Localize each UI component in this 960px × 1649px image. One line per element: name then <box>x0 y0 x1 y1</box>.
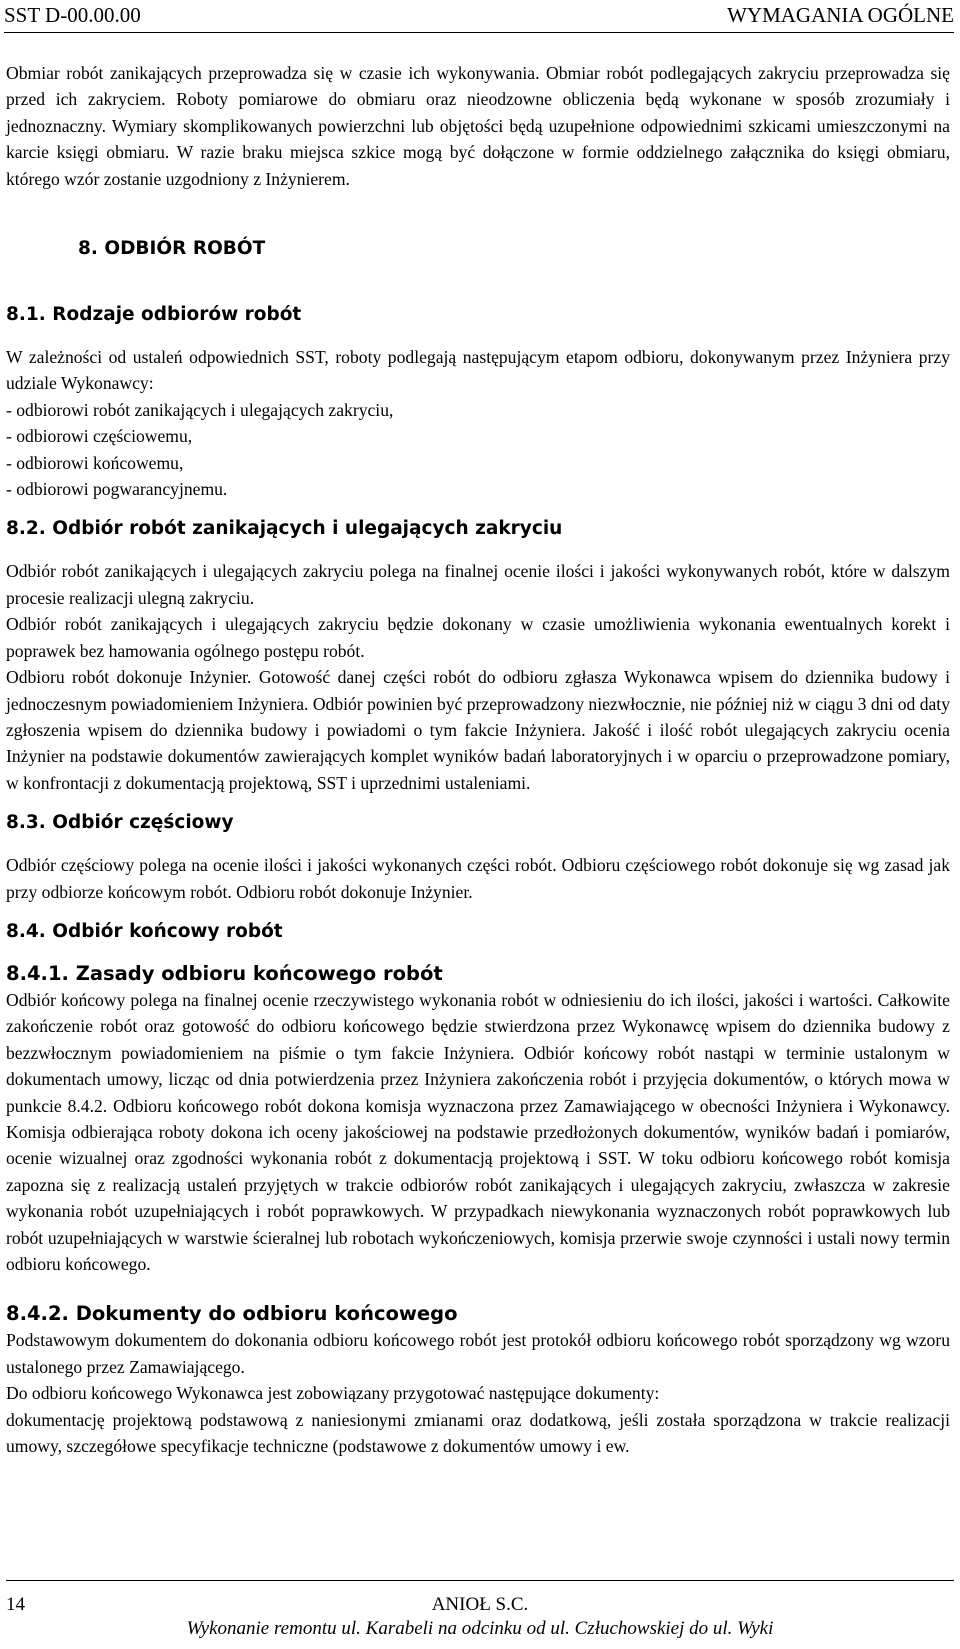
section-8-2-heading: 8.2. Odbiór robót zanikających i ulegających zakryciu <box>6 518 563 540</box>
page-header <box>4 3 954 29</box>
intro-paragraph: Obmiar robót zanikających przeprowadza się w czasie ich wykonywania. Obmiar robót podlegających zakryciu przeprowadza się przed ich zakryciem. Roboty pomiarowe do obmiaru oraz nieodzowne obliczenia będą wykonane w sposób zrozumiały i jednoznaczny. Wymiary skomplikowanych powierzchni lub objętości będą uzupełnione odpowiednimi szkicami umieszczonymi na karcie księgi obmiaru. W razie braku miejsca szkice mogą być dołączone w formie oddzielnego załącznika do księgi obmiaru, którego wzór zostanie uzgodniony z Inżynierem. <box>6 63 950 189</box>
section-8-4-2-heading: 8.4.2. Dokumenty do odbioru końcowego <box>6 1302 458 1326</box>
acceptance-stages-list <box>6 397 950 503</box>
section-8-3-paragraph: Odbiór częściowy polega na ocenie ilości i jakości wykonanych części robót. Odbioru częściowego robót dokonuje się wg zasad jak przy odbiorze końcowym robót. Odbioru robót dokonuje Inżynier. <box>6 855 950 902</box>
list-item: - odbiorowi robót zanikających i ulegających zakryciu, <box>6 399 394 420</box>
header-doc-code: SST D-00.00.00 <box>4 3 141 27</box>
section-8-heading: 8. ODBIÓR ROBÓT <box>78 238 266 260</box>
page-body <box>6 60 950 1459</box>
section-8-2-paragraph-2: Odbiór robót zanikających i ulegających zakryciu będzie dokonany w czasie umożliwienia wykonania ewentualnych korekt i poprawek bez hamowania ogólnego postępu robót. <box>6 614 950 661</box>
spacer <box>6 945 950 961</box>
header-rule <box>4 32 954 33</box>
spacer <box>6 328 950 344</box>
section-8-1-heading: 8.1. Rodzaje odbiorów robót <box>6 304 302 326</box>
page-number: 14 <box>6 1594 25 1615</box>
page-footer <box>0 1580 960 1649</box>
section-8-4-2-paragraph-2: Do odbioru końcowego Wykonawca jest zobowiązany przygotować następujące dokumenty: <box>6 1383 660 1404</box>
footer-rule <box>6 1580 954 1581</box>
section-8-4-1-paragraph: Odbiór końcowy polega na finalnej ocenie rzeczywistego wykonania robót w odniesieniu do ich ilości, jakości i wartości. Całkowite zakończenie robót oraz gotowość do odbioru końcowego będzie stwierdzona przez Wykonawcę wpisem do dziennika budowy z bezzwłocznym powiadomieniem na piśmie o tym fakcie Inżyniera. Odbiór końcowy robót nastąpi w terminie ustalonym w dokumentach umowy, licząc od dnia potwierdzenia przez Inżyniera zakończenia robót i przyjęcia dokumentów, o których mowa w punkcie 8.4.2. Odbioru końcowego robót dokona komisja wyznaczona przez Zamawiającego w obecności Inżyniera i Wykonawcy. Komisja odbierająca roboty dokona ich oceny jakościowej na podstawie przedłożonych dokumentów, wyników badań i pomiarów, ocenie wizualnej oraz zgodności wykonania robót z dokumentacją projektową i SST. W toku odbioru końcowego robót komisja zapozna się z realizacją ustaleń przyjętych w trakcie odbiorów robót zanikających i ulegających zakryciu, zwłaszcza w zakresie wykonania robót uzupełniających i robót poprawkowych. W przypadkach niewykonania wyznaczonych robót poprawkowych lub robót uzupełniających w warstwie ścieralnej lub robotach wykończeniowych, komisja przerwie swoje czynności i ustali nowy termin odbioru końcowego. <box>6 989 950 1274</box>
spacer <box>6 1277 950 1301</box>
footer-company: ANIOŁ S.C. <box>431 1594 529 1615</box>
section-8-4-heading: 8.4. Odbiór końcowy robót <box>6 920 283 942</box>
footer-project-title: Wykonanie remontu ul. Karabeli na odcinku od ul. Człuchowskiej do ul. Wyki <box>186 1618 774 1639</box>
spacer <box>6 502 950 516</box>
spacer <box>6 192 950 236</box>
spacer <box>6 836 950 852</box>
list-item: - odbiorowi końcowemu, <box>6 452 184 473</box>
section-8-4-1-heading: 8.4.1. Zasady odbioru końcowego robót <box>6 961 443 985</box>
section-8-2-paragraph-1: Odbiór robót zanikających i ulegających zakryciu polega na finalnej ocenie ilości i jakości wykonywanych robót, które w dalszym procesie realizacji ulegną zakryciu. <box>6 561 950 608</box>
spacer <box>6 262 950 302</box>
section-8-3-heading: 8.3. Odbiór częściowy <box>6 812 234 834</box>
list-item: - odbiorowi częściowemu, <box>6 426 193 447</box>
section-8-4-2-paragraph-1: Podstawowym dokumentem do dokonania odbioru końcowego robót jest protokół odbioru końcowego robót sporządzony wg wzoru ustalonego przez Zamawiającego. <box>6 1330 950 1377</box>
header-doc-title: WYMAGANIA OGÓLNE <box>727 3 954 27</box>
section-8-4-2-paragraph-3: dokumentację projektową podstawową z naniesionymi zmianami oraz dodatkową, jeśli została sporządzona w trakcie realizacji umowy, szczegółowe specyfikacje techniczne (podstawowe z dokumentów umowy i ew. <box>6 1409 950 1457</box>
spacer <box>6 542 950 558</box>
spacer <box>6 796 950 810</box>
list-item: - odbiorowi pogwarancyjnemu. <box>6 479 228 500</box>
spacer <box>6 905 950 919</box>
section-8-1-paragraph: W zależności od ustaleń odpowiednich SST, roboty podlegają następującym etapom odbioru, dokonywanym przez Inżyniera przy udziale Wykonawcy: <box>6 347 950 394</box>
section-8-2-paragraph-3: Odbioru robót dokonuje Inżynier. Gotowość danej części robót do odbioru zgłasza Wykonawca wpisem do dziennika budowy i jednoczesnym powiadomieniem Inżyniera. Odbiór powinien być przeprowadzony niezwłocznie, nie później niż w ciągu 3 dni od daty zgłoszenia wpisem do dziennika budowy i powiadomi o tym fakcie Inżyniera. Jakość i ilość robót ulegających zakryciu ocenia Inżynier na podstawie dokumentów zawierających komplet wyników badań laboratoryjnych i w oparciu o przeprowadzone pomiary, w konfrontacji z dokumentacją projektową, SST i uprzednimi ustaleniami. <box>6 667 950 793</box>
